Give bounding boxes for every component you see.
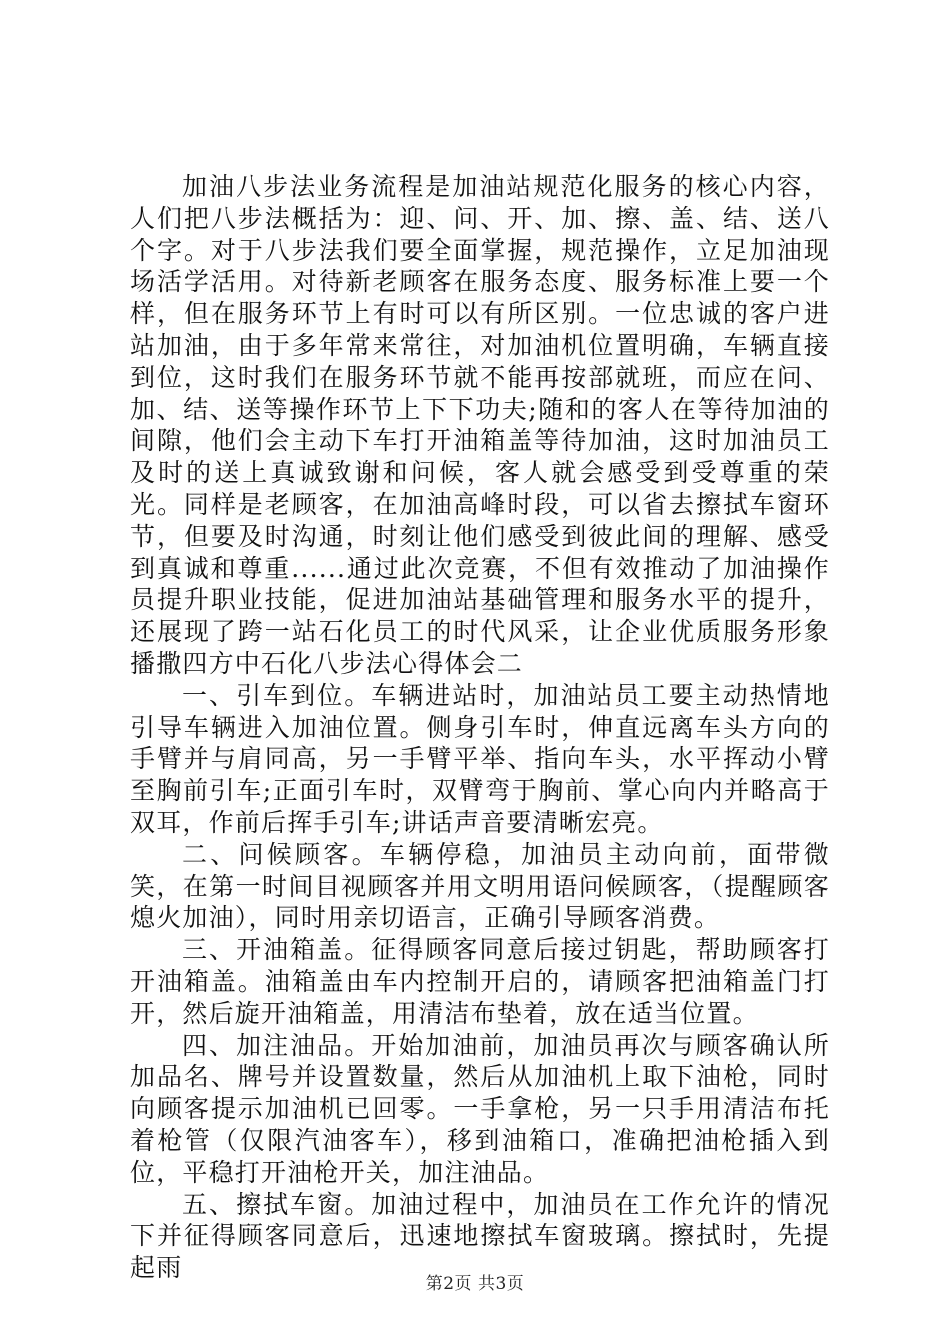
paragraph-step-1: 一、引车到位。车辆进站时，加油站员工要主动热情地引导车辆进入加油位置。侧身引车时，伸直远离车头方向的手臂并与肩同高，另一手臂平举、指向车头，水平挥动小臂至胸前引车;正面引车时，双臂弯于胸前、掌心向内并略高于双耳，作前后挥手引车;讲话声音要清晰宏亮。 (130, 680, 830, 837)
paragraph-step-4: 四、加注油品。开始加油前，加油员再次与顾客确认所加品名、牌号并设置数量，然后从加油机上取下油枪，同时向顾客提示加油机已回零。一手拿枪，另一只手用清洁布托着枪管（仅限汽油客车），移到油箱口，准确把油枪插入到位，平稳打开油枪开关，加注油品。 (130, 1030, 830, 1187)
document-body (130, 171, 830, 1284)
paragraph-step-3: 三、开油箱盖。征得顾客同意后接过钥匙，帮助顾客打开油箱盖。油箱盖由车内控制开启的，请顾客把油箱盖门打开，然后旋开油箱盖，用清洁布垫着，放在适当位置。 (130, 935, 830, 1028)
page-number-footer: 第2页 共3页 (425, 1274, 525, 1294)
paragraph-step-5: 五、擦拭车窗。加油过程中，加油员在工作允许的情况下并征得顾客同意后，迅速地擦拭车窗玻璃。擦拭时，先提起雨 (130, 1189, 830, 1283)
paragraph-intro: 加油八步法业务流程是加油站规范化服务的核心内容，人们把八步法概括为：迎、问、开、加、擦、盖、结、送八个字。对于八步法我们要全面掌握，规范操作，立足加油现场活学活用。对待新老顾客在服务态度、服务标准上要一个样，但在服务环节上有时可以有所区别。一位忠诚的客户进站加油，由于多年常来常往，对加油机位置明确，车辆直接到位，这时我们在服务环节就不能再按部就班，而应在问、加、结、送等操作环节上下下功夫;随和的客人在等待加油的间隙，他们会主动下车打开油箱盖等待加油，这时加油员工及时的送上真诚致谢和问候，客人就会感受到受尊重的荣光。同样是老顾客，在加油高峰时段，可以省去擦拭车窗环节，但要及时沟通，时刻让他们感受到彼此间的理解、感受到真诚和尊重......通过此次竞赛，不但有效推动了加油操作员提升职业技能，促进加油站基础管理和服务水平的提升，还展现了跨一站石化员工的时代风采，让企业优质服务形象播撒四方中石化八步法心得体会二 (130, 172, 830, 678)
paragraph-step-2: 二、问候顾客。车辆停稳，加油员主动向前，面带微笑，在第一时间目视顾客并用文明用语问候顾客，（提醒顾客熄火加油），同时用亲切语言，正确引导顾客消费。 (130, 839, 830, 933)
